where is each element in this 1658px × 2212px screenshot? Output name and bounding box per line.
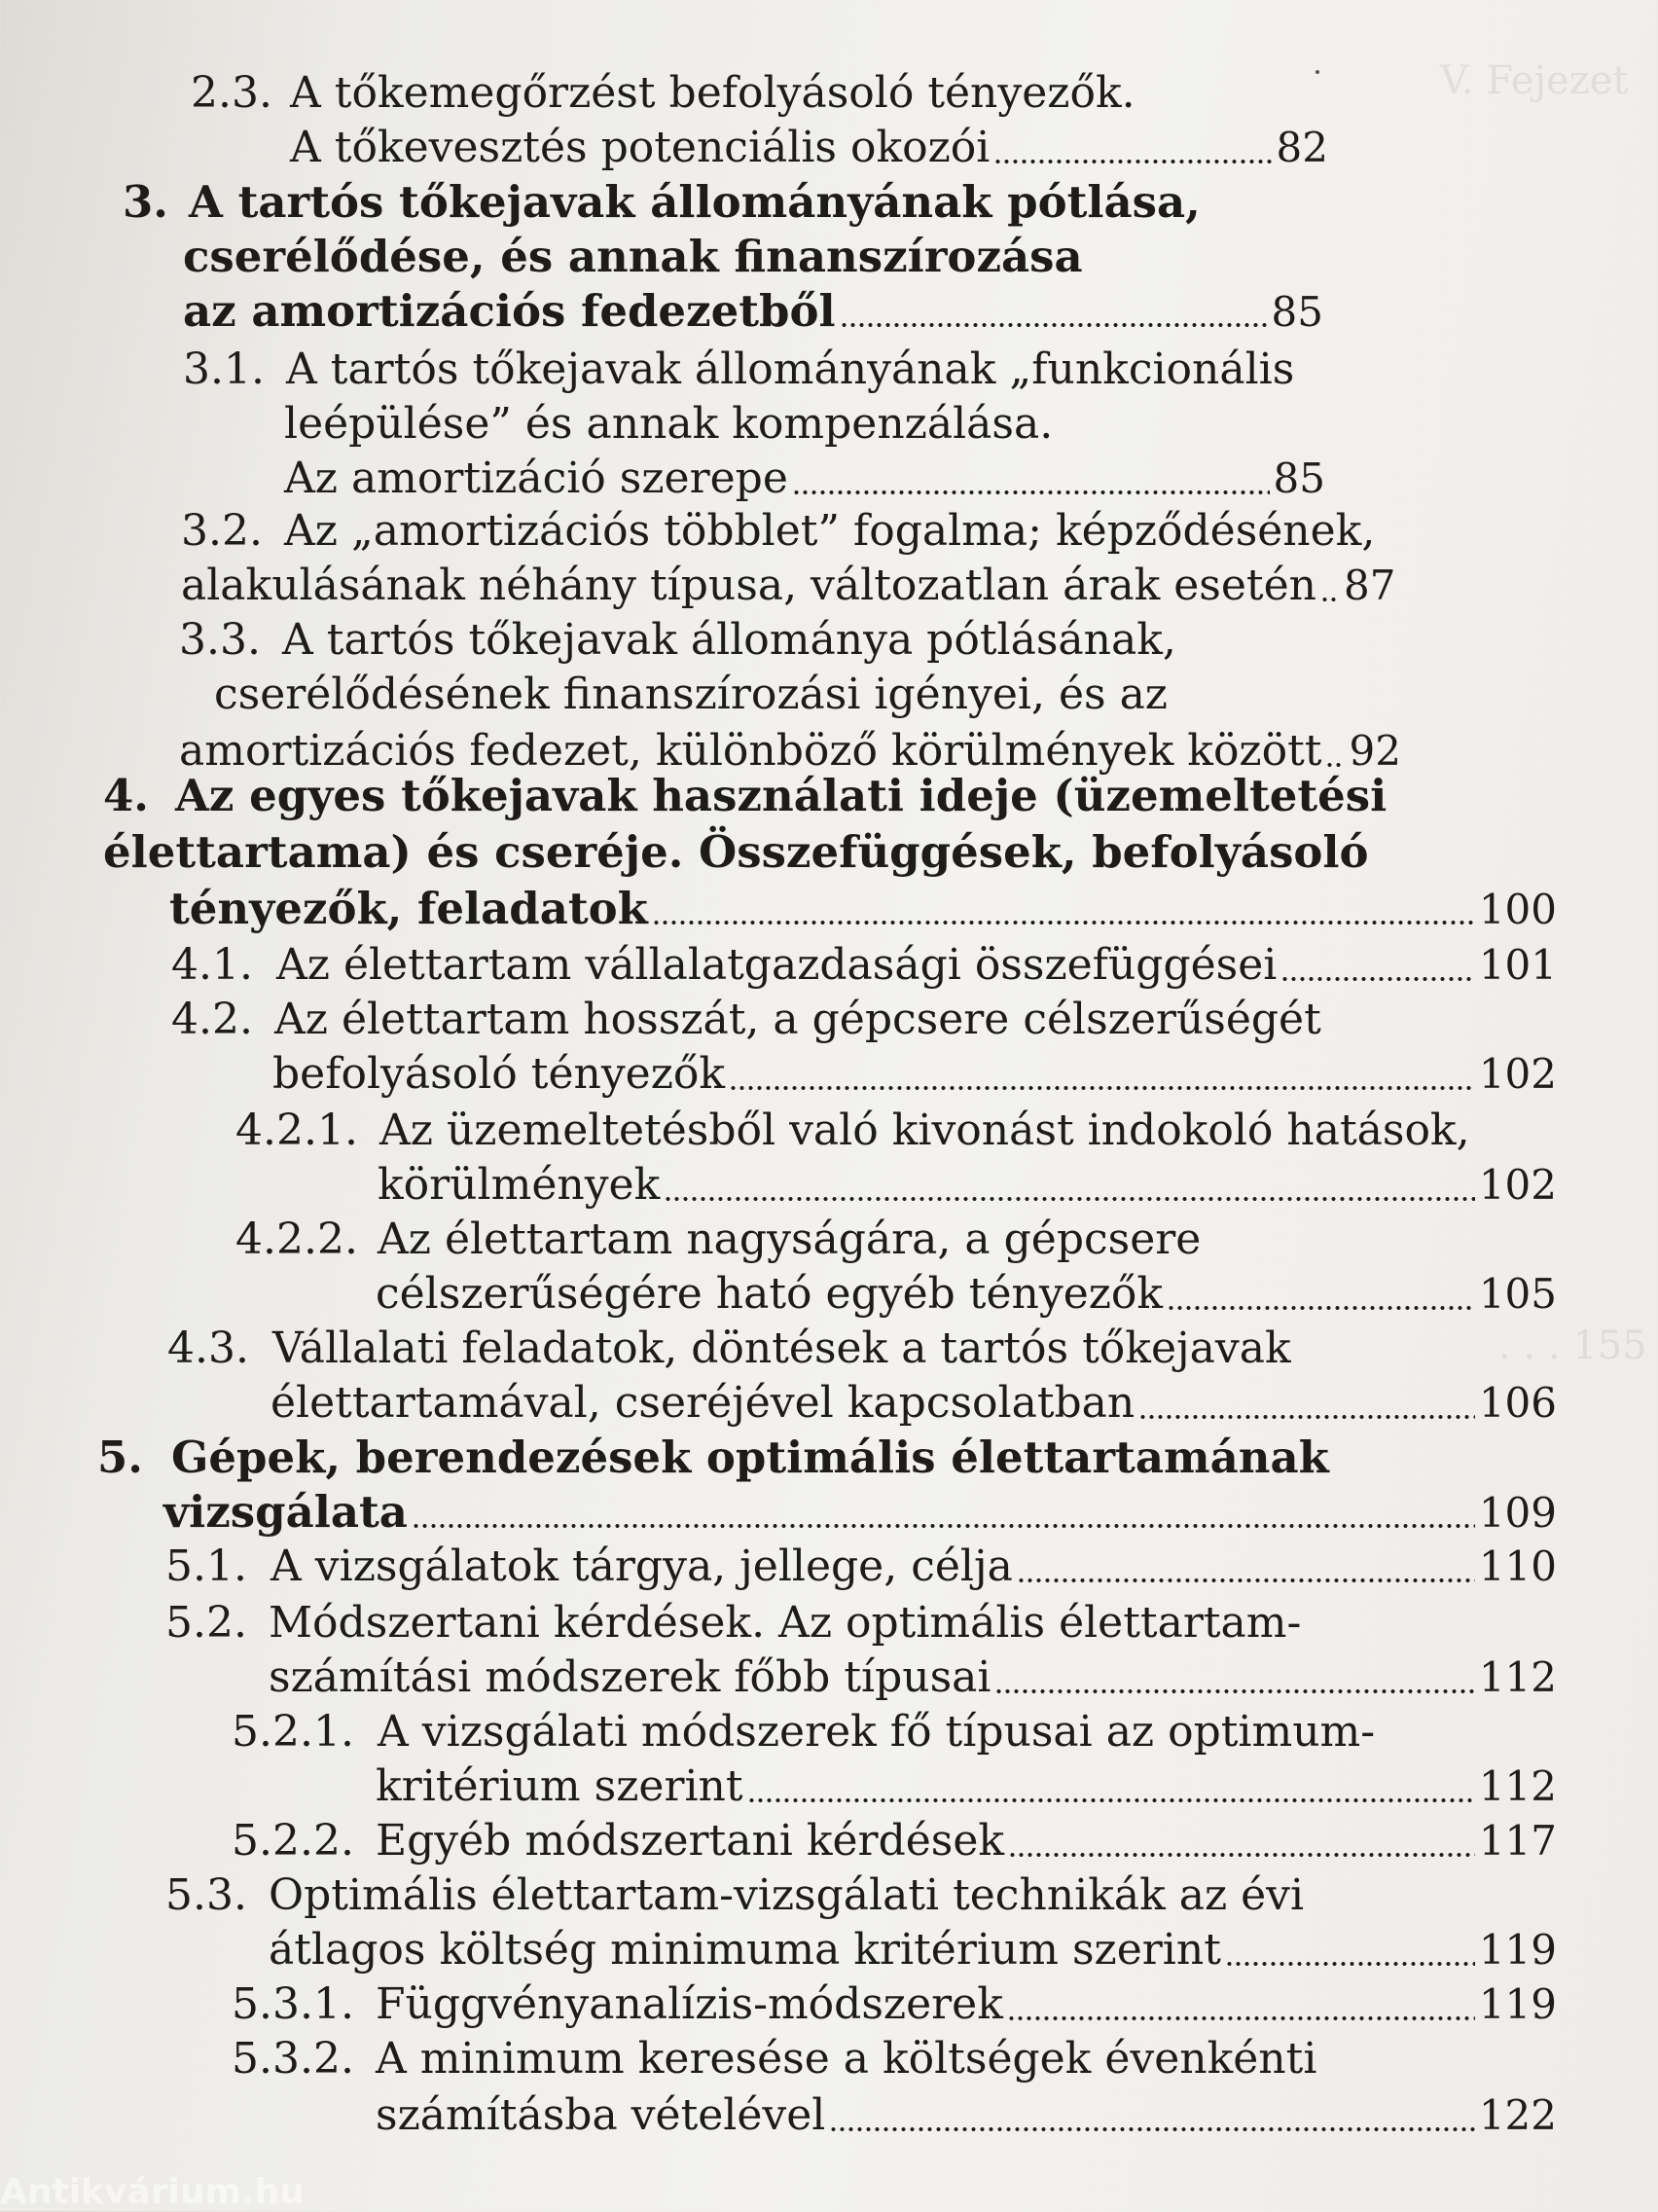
toc-entry: [235, 1267, 1557, 1322]
toc-entry: [181, 504, 1376, 559]
toc-entry-title: átlagos költség minimuma kritérium szerint: [269, 1925, 1221, 1975]
toc-entry-title: Gépek, berendezések optimális élettartamának: [171, 1432, 1329, 1483]
dot-leader: [792, 490, 1270, 494]
toc-entry: [179, 668, 1168, 722]
toc-entry: [235, 1158, 1557, 1213]
toc-entry: [232, 2088, 1557, 2143]
toc-entry-title: számításba vételével: [376, 2090, 826, 2140]
toc-entry: [171, 1047, 1557, 1102]
toc-page-number: 112: [1478, 1762, 1557, 1810]
toc-entry-title: számítási módszerek főbb típusai: [269, 1652, 991, 1702]
toc-page-number: 92: [1349, 727, 1401, 775]
toc-entry: [97, 1485, 1557, 1540]
toc-entry-title: körülmények: [378, 1160, 661, 1210]
toc-entry: [232, 1759, 1557, 1814]
dot-leader: [840, 323, 1268, 327]
dot-leader: [1225, 1962, 1475, 1966]
speck: [1316, 70, 1319, 74]
toc-page-number: 119: [1478, 1980, 1557, 2028]
toc-entry-title: Az egyes tőkejavak használati ideje (üzemeltetési: [175, 770, 1388, 821]
toc-entry-number: 4.1.: [171, 940, 253, 990]
toc-entry-number: 5.3.2.: [232, 2034, 354, 2084]
dot-leader: [829, 2127, 1474, 2131]
toc-entry-number: 3.3.: [179, 615, 261, 665]
dot-leader: [664, 1197, 1475, 1201]
toc-entry-number: 5.: [97, 1432, 143, 1483]
toc-page-number: 87: [1343, 562, 1396, 609]
dot-leader: [1320, 598, 1340, 601]
dot-leader: [1138, 1415, 1475, 1419]
toc-entry-title: Az élettartam hosszát, a gépcsere célszerűségét: [274, 995, 1321, 1044]
dot-leader: [1325, 763, 1345, 767]
toc-page-number: 122: [1478, 2091, 1557, 2139]
toc-entry-title: A tartós tőkejavak állományának pótlása,: [189, 176, 1201, 228]
toc-entry-title: Vállalati feladatok, döntések a tartós tőkejavak: [272, 1324, 1291, 1373]
toc-entry: [232, 1977, 1557, 2032]
toc-entry: [165, 1650, 1557, 1705]
toc-entry: [123, 284, 1323, 339]
dot-leader: [1007, 2016, 1475, 2020]
toc-entry: [232, 1814, 1557, 1868]
toc-entry: [123, 175, 1201, 230]
toc-entry: [103, 769, 1388, 823]
toc-page-number: 102: [1478, 1050, 1557, 1098]
toc-entry-title: kritérium szerint: [376, 1761, 743, 1811]
dot-leader: [1008, 1853, 1475, 1857]
toc-entry-number: 5.3.: [165, 1870, 247, 1920]
dot-leader: [729, 1086, 1475, 1090]
toc-entry-title: Módszertani kérdések. Az optimális élettartam-: [269, 1598, 1302, 1648]
toc-page-number: 106: [1478, 1379, 1557, 1427]
dot-leader: [1017, 1578, 1475, 1582]
dot-leader: [652, 921, 1475, 925]
toc-page-number: 112: [1478, 1653, 1557, 1701]
toc-entry: [183, 343, 1295, 397]
toc-entry-title: cserélődése, és annak finanszírozása: [183, 231, 1083, 282]
toc-entry-title: Az élettartam nagyságára, a gépcsere: [378, 1215, 1202, 1264]
toc-entry-title: A tőkevesztés potenciális okozói: [290, 123, 991, 172]
toc-page-number: 110: [1478, 1542, 1557, 1590]
toc-entry-number: 4.: [103, 770, 149, 821]
dot-leader: [1280, 977, 1474, 981]
toc-entry: [183, 452, 1325, 506]
toc-entry: [123, 230, 1090, 284]
toc-entry: [165, 1923, 1557, 1977]
toc-entry: [165, 1540, 1557, 1594]
dot-leader: [1167, 1306, 1475, 1310]
toc-entry: [232, 1705, 1376, 1759]
toc-entry-number: 4.2.: [171, 995, 253, 1044]
toc-entry-title: befolyásoló tényezők: [272, 1049, 726, 1099]
toc-page-number: 117: [1478, 1817, 1557, 1865]
toc-entry: [183, 397, 1070, 452]
toc-entry-title: Függvényanalízis-módszerek: [376, 1979, 1003, 2029]
toc-page-number: 105: [1478, 1270, 1557, 1318]
toc-entry: [179, 613, 1176, 668]
toc-entry-title: cserélődésének finanszírozási igényei, és az: [214, 670, 1168, 719]
toc-entry: [167, 1376, 1557, 1431]
toc-entry-number: 2.3.: [191, 68, 272, 118]
toc-entry-title: Az amortizáció szerepe: [284, 453, 788, 503]
toc-entry-title: Az élettartam vállalatgazdasági összefüggései: [276, 940, 1278, 990]
toc-page-number: 101: [1478, 941, 1557, 989]
toc-entry-title: tényezők, feladatok: [169, 883, 648, 934]
toc-entry-title: A minimum keresése a költségek évenkénti: [376, 2034, 1317, 2084]
toc-entry-title: amortizációs fedezet, különböző körülmények között: [179, 726, 1322, 776]
toc-page-number: 100: [1478, 886, 1557, 933]
toc-entry-title: Az üzemeltetésből való kivonást indokoló hatások,: [379, 1106, 1470, 1155]
toc-entry-title: élettartama) és cseréje. Összefüggések, befolyásoló: [103, 826, 1369, 878]
toc-page-number: 109: [1478, 1489, 1557, 1537]
toc-entry-number: 4.2.1.: [235, 1106, 358, 1155]
toc-entry-number: 5.3.1.: [232, 1979, 354, 2029]
toc-entry: [167, 1322, 1291, 1376]
dot-leader: [412, 1524, 1475, 1528]
toc-entry: [103, 882, 1557, 936]
toc-entry-number: 3.2.: [181, 506, 263, 556]
toc-entry-title: A vizsgálati módszerek fő típusai az optimum-: [378, 1707, 1376, 1757]
toc-page-number: 82: [1276, 124, 1328, 171]
toc-entry-title: Optimális élettartam-vizsgálati technikák az évi: [269, 1870, 1305, 1920]
toc-page-number: 85: [1273, 454, 1325, 502]
toc-entry: [181, 559, 1396, 613]
toc-entry-number: 4.2.2.: [235, 1215, 358, 1264]
toc-entry-title: A tartós tőkejavak állományának „funkcionális: [286, 344, 1295, 394]
toc-entry-title: A tőkemegőrzést befolyásoló tényezők.: [290, 68, 1135, 118]
toc-entry-number: 3.: [123, 176, 168, 228]
toc-entry: [191, 121, 1328, 175]
toc-entry: [97, 1431, 1329, 1485]
toc-entry: [103, 825, 1369, 880]
toc-entry: [191, 66, 1135, 121]
toc-entry-title: Az „amortizációs többlet” fogalma; képződésének,: [284, 506, 1376, 556]
toc-page-number: 85: [1271, 288, 1323, 336]
toc-entry-number: 5.2.: [165, 1598, 247, 1648]
toc-entry-title: leépülése” és annak kompenzálása.: [284, 399, 1054, 449]
toc-entry: [165, 1868, 1305, 1923]
toc-entry-number: 5.2.2.: [232, 1816, 354, 1866]
watermark: Antikvárium.hu: [0, 2172, 305, 2212]
dot-leader: [994, 1689, 1474, 1693]
toc-page-number: 119: [1478, 1926, 1557, 1974]
dot-leader: [747, 1798, 1475, 1802]
toc-page-number: 102: [1478, 1161, 1557, 1209]
toc-entry: [232, 2032, 1317, 2086]
bleed-through-text: . . . 155: [1498, 1324, 1647, 1368]
toc-entry-title: vizsgálata: [163, 1486, 408, 1538]
toc-entry-title: élettartamával, cseréjével kapcsolatban: [270, 1378, 1135, 1428]
toc-entry-title: A vizsgálatok tárgya, jellege, célja: [270, 1541, 1013, 1591]
toc-entry-title: célszerűségére ható egyéb tényezők: [376, 1269, 1164, 1319]
toc-entry: [165, 1596, 1302, 1650]
toc-entry-number: 4.3.: [167, 1324, 249, 1373]
toc-entry-number: 5.1.: [165, 1541, 247, 1591]
toc-entry: [235, 1213, 1265, 1267]
toc-entry: [235, 1104, 1470, 1158]
toc-entry-number: 3.1.: [183, 344, 265, 394]
toc-entry: [171, 993, 1321, 1047]
toc-entry-number: 5.2.1.: [232, 1707, 354, 1757]
toc-entry-title: alakulásának néhány típusa, változatlan árak esetén: [181, 561, 1316, 610]
toc-entry-title: az amortizációs fedezetből: [183, 285, 836, 337]
toc-entry: [171, 938, 1557, 993]
toc-entry-title: Egyéb módszertani kérdések: [376, 1816, 1005, 1866]
toc-entry-title: A tartós tőkejavak állománya pótlásának,: [282, 615, 1176, 665]
bleed-through-text: V. Fejezet: [1440, 58, 1629, 103]
dot-leader: [993, 160, 1272, 163]
